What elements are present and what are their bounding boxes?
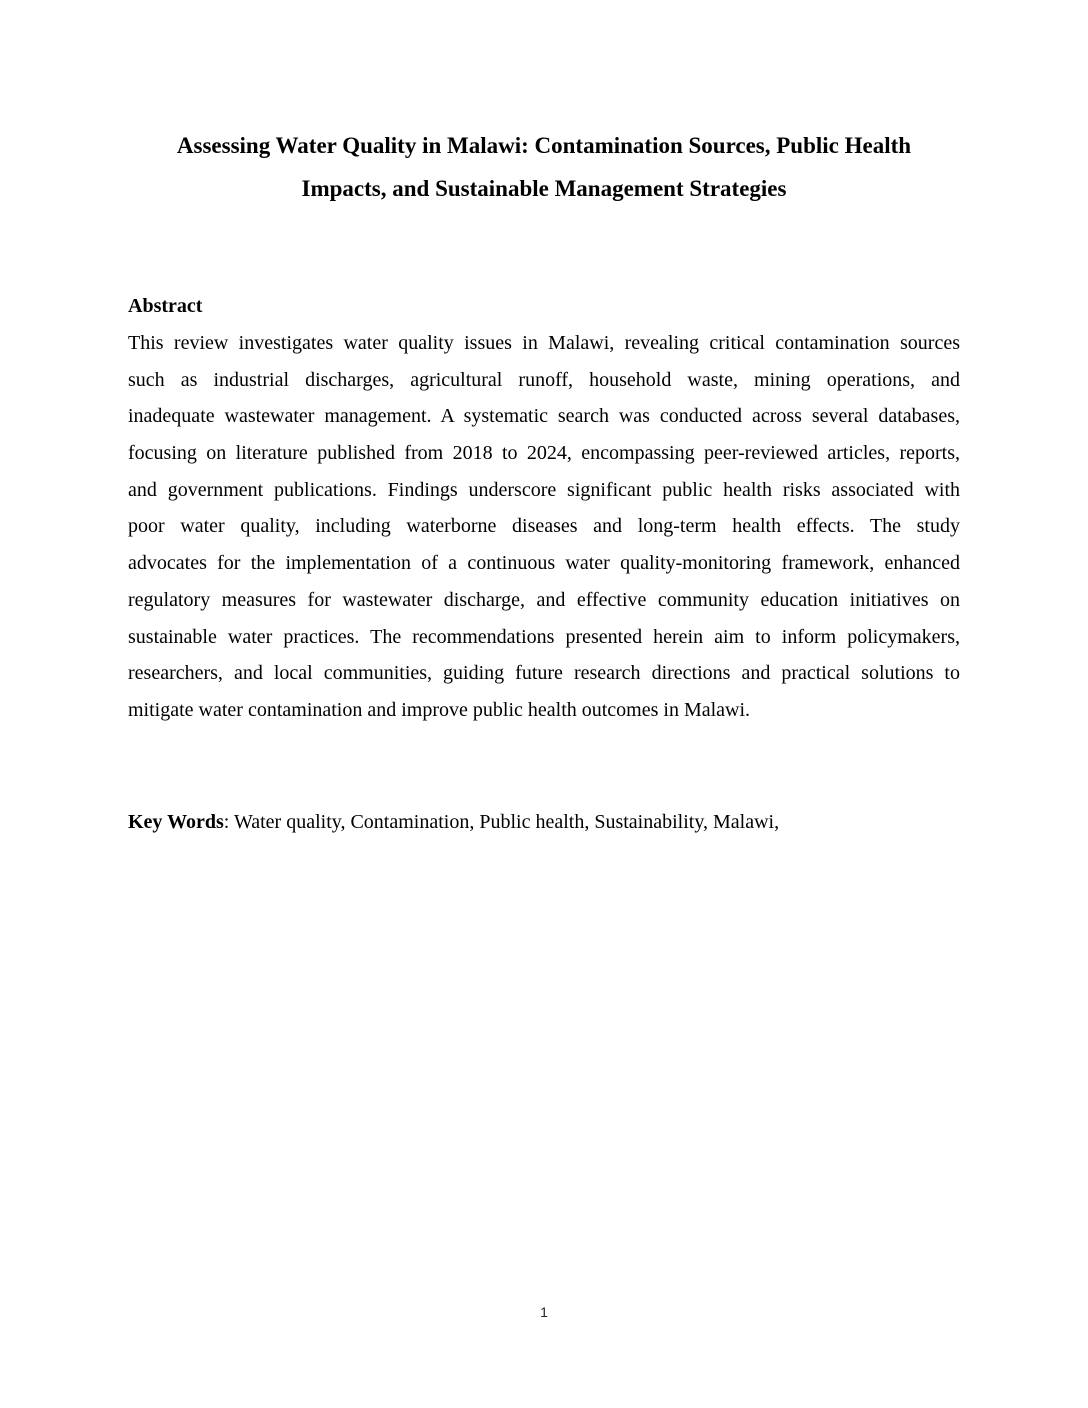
keywords [128, 808, 779, 836]
abstract-line: poor water quality, including waterborne diseases and long-term health effects. The study [128, 515, 960, 538]
abstract-heading: Abstract [128, 295, 203, 317]
abstract-line: focusing on literature published from 2018 to 2024, encompassing peer-reviewed articles, reports, [128, 442, 960, 465]
keywords-label: Key Words [128, 811, 224, 833]
abstract-line: such as industrial discharges, agricultural runoff, household waste, mining operations, and [128, 368, 960, 391]
abstract-line: inadequate wastewater management. A systematic search was conducted across several databases, [128, 405, 960, 428]
keywords-separator: : [223, 811, 234, 833]
abstract-line: and government publications. Findings underscore significant public health risks associated with [128, 478, 960, 501]
keywords-list: Water quality, Contamination, Public health, Sustainability, Malawi, [233, 811, 780, 833]
abstract-body [128, 325, 960, 729]
abstract-line: regulatory measures for wastewater discharge, and effective community education initiatives on [128, 588, 960, 611]
abstract-line: mitigate water contamination and improve public health outcomes in Malawi. [128, 698, 751, 721]
abstract-line: researchers, and local communities, guiding future research directions and practical solutions to [128, 662, 960, 685]
abstract-line: sustainable water practices. The recommendations presented herein aim to inform policymakers, [128, 625, 960, 648]
paper-title-line-1: Assessing Water Quality in Malawi: Contamination Sources, Public Health [176, 133, 912, 158]
abstract-line: advocates for the implementation of a continuous water quality-monitoring framework, enhanced [128, 552, 960, 575]
page-number: 1 [540, 1304, 548, 1320]
paper-title [128, 124, 960, 210]
abstract-line: This review investigates water quality issues in Malawi, revealing critical contamination sources [128, 332, 960, 354]
paper-title-line-2: Impacts, and Sustainable Management Strategies [301, 176, 787, 201]
